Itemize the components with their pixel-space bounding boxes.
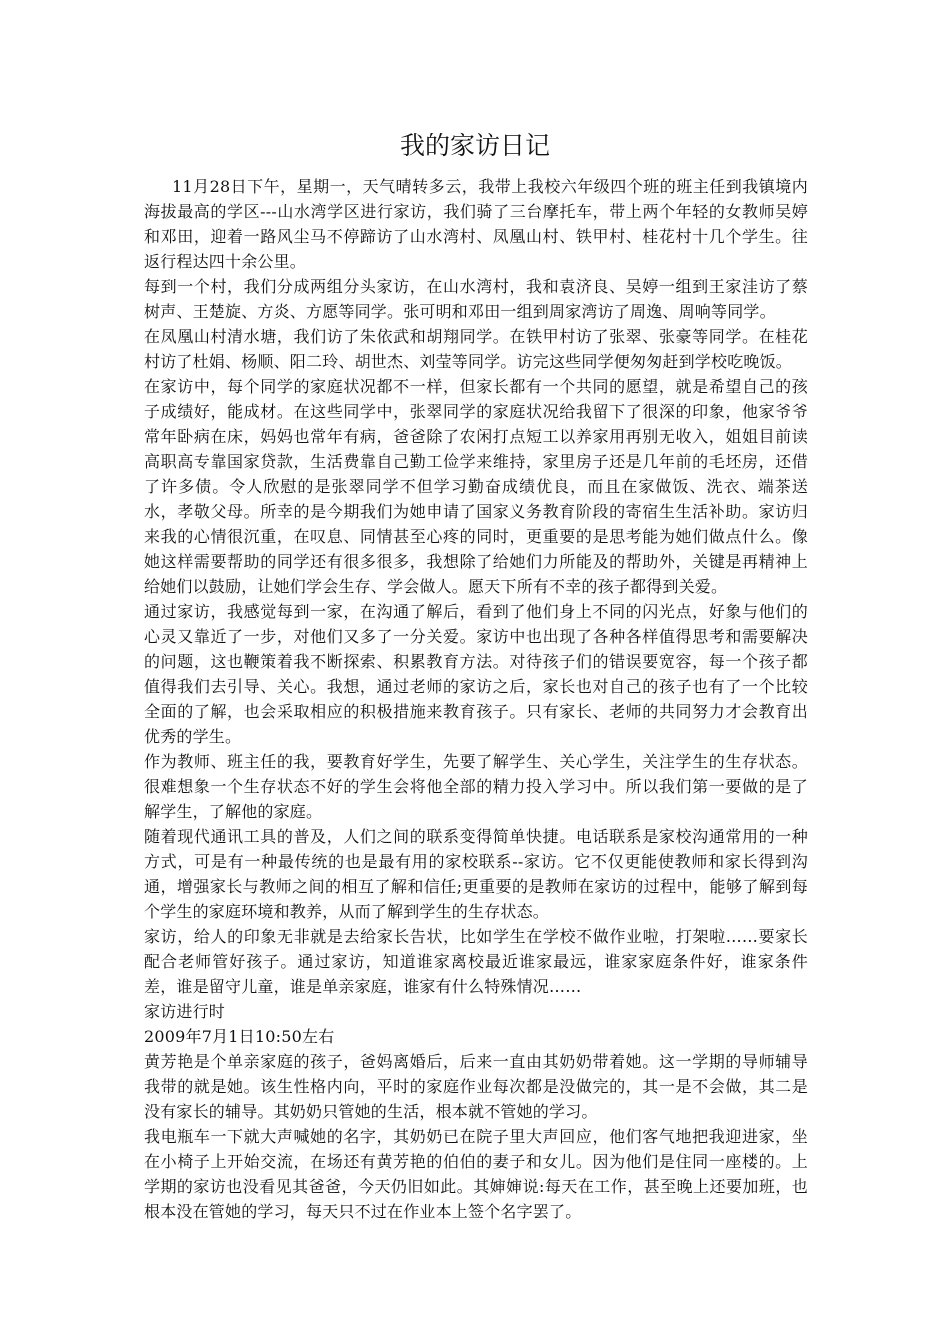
paragraph-reflection: 通过家访，我感觉每到一家，在沟通了解后，看到了他们身上不同的闪光点，好象与他们的心灵又靠近了一步，对他们又多了一分关爱。家访中也出现了各种各样值得思考和需要解决的问题，这也鞭策着我不断探索、积累教育方法。对待孩子们的错误要宽容，每一个孩子都值得我们去引导、关心。我想，通过老师的家访之后，家长也对自己的孩子也有了一个比较全面的了解，也会采取相应的积极措施来教育孩子。只有家长、老师的共同努力才会教育出优秀的学生。 xyxy=(144,602,808,746)
paragraph-communication: 随着现代通讯工具的普及，人们之间的联系变得简单快捷。电话联系是家校沟通常用的一种方式，可是有一种最传统的也是最有用的家校联系--家访。它不仅更能使教师和家长得到沟通，增强家长与教师之间的相互了解和信任;更重要的是教师在家访的过程中，能够了解到每个学生的家庭环境和教养，从而了解到学生的生存状态。 xyxy=(144,827,808,921)
paragraph-teacher-role: 作为教师、班主任的我，要教育好学生，先要了解学生、关心学生，关注学生的生存状态。很难想象一个生存状态不好的学生会将他全部的精力投入学习中。所以我们第一要做的是了解学生，了解他的家庭。 xyxy=(144,752,808,821)
paragraph-villages-visited: 在凤凰山村清水塘，我们访了朱依武和胡翔同学。在铁甲村访了张翠、张豪等同学。在桂花村访了杜娟、杨顺、阳二玲、胡世杰、刘莹等同学。访完这些同学便匆匆赶到学校吃晚饭。 xyxy=(144,327,808,371)
section-heading: 家访进行时 xyxy=(144,1002,226,1021)
paragraph-student-background: 黄芳艳是个单亲家庭的孩子，爸妈离婚后，后来一直由其奶奶带着她。这一学期的导师辅导我带的就是她。该生性格内向，平时的家庭作业每次都是没做完的，其一是不会做，其二是没有家长的辅导。其奶奶只管她的生活，根本就不管她的学习。 xyxy=(144,1052,808,1121)
visit-datetime: 2009年7月1日10:50左右 xyxy=(144,1027,335,1046)
paragraph-village-groups: 每到一个村，我们分成两组分头家访，在山水湾村，我和袁济良、吴婷一组到王家洼访了蔡树声、王楚旋、方炎、方愿等同学。张可明和邓田一组到周家湾访了周逸、周响等同学。 xyxy=(144,277,808,321)
paragraph-impression: 家访，给人的印象无非就是去给家长告状，比如学生在学校不做作业啦，打架啦……要家长配合老师管好孩子。通过家访，知道谁家离校最近谁家最远，谁家家庭条件好，谁家条件差，谁是留守儿童，谁是单亲家庭，谁家有什么特殊情况…… xyxy=(144,927,808,996)
paragraph-family-situations: 在家访中，每个同学的家庭状况都不一样，但家长都有一个共同的愿望，就是希望自己的孩子成绩好，能成材。在这些同学中，张翠同学的家庭状况给我留下了很深的印象，他家爷爷常年卧病在床，妈妈也常年有病，爸爸除了农闲打点短工以养家用再别无收入，姐姐目前读高职高专靠国家贷款，生活费靠自己勤工俭学来维持，家里房子还是几年前的毛坯房，还借了许多债。令人欣慰的是张翠同学不但学习勤奋成绩优良，而且在家做饭、洗衣、端茶送水，孝敬父母。所幸的是今期我们为她申请了国家义务教育阶段的寄宿生生活补助。家访归来我的心情很沉重，在叹息、同情甚至心疼的同时，更重要的是思考能为她们做点什么。像她这样需要帮助的同学还有很多很多，我想除了给她们力所能及的帮助外，关键是再精神上给她们以鼓励，让她们学会生存、学会做人。愿天下所有不幸的孩子都得到关爱。 xyxy=(144,377,808,596)
paragraph-visit-intro: 11月28日下午，星期一，天气晴转多云，我带上我校六年级四个班的班主任到我镇境内海拔最高的学区---山水湾学区进行家访，我们骑了三台摩托车，带上两个年轻的女教师吴婷和邓田，迎着一路风尘马不停蹄访了山水湾村、凤凰山村、铁甲村、桂花村十几个学生。往返行程达四十余公里。 xyxy=(144,177,808,271)
paragraph-visit-account: 我电瓶车一下就大声喊她的名字，其奶奶已在院子里大声回应，他们客气地把我迎进家，坐在小椅子上开始交流，在场还有黄芳艳的伯伯的妻子和女儿。因为他们是住同一座楼的。上学期的家访也没看见其爸爸，今天仍旧如此。其婶婶说:每天在工作，甚至晚上还要加班，也根本没在管她的学习，每天只不过在作业本上签个名字罢了。 xyxy=(144,1127,808,1221)
document-body xyxy=(144,174,808,1224)
document-title: 我的家访日记 xyxy=(399,131,550,160)
